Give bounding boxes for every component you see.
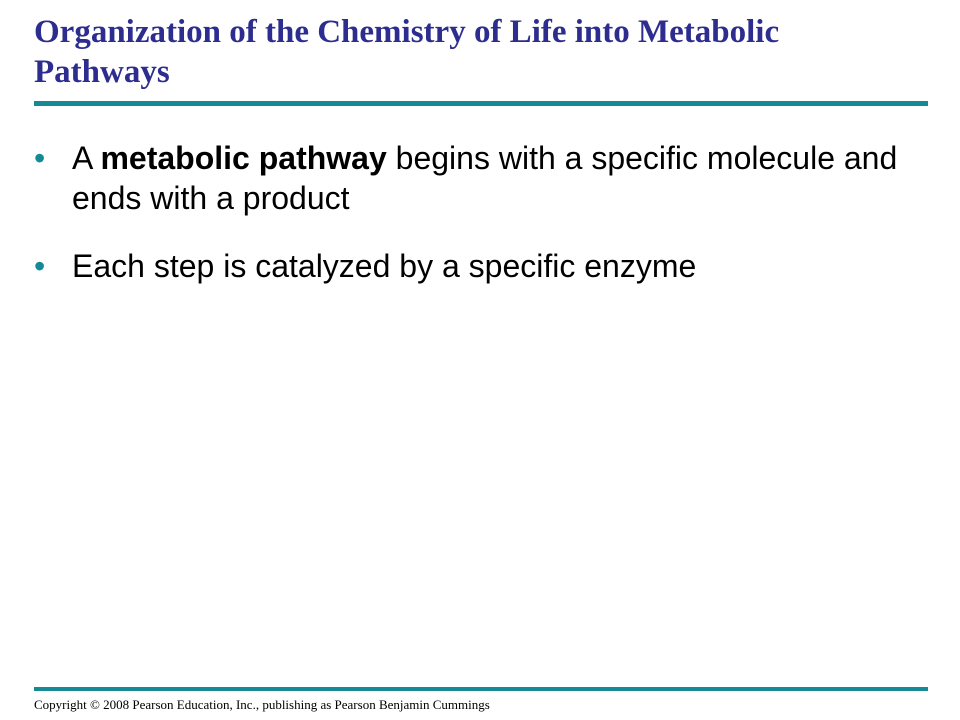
bullet-list (34, 138, 914, 314)
bullet-text: Each step is catalyzed by a specific enzyme (72, 248, 697, 284)
copyright-notice: Copyright © 2008 Pearson Education, Inc., publishing as Pearson Benjamin Cummings (34, 697, 490, 712)
bullet-text-lead: A (72, 140, 101, 176)
footer-divider (34, 687, 928, 691)
title-divider (34, 101, 928, 106)
bullet-dot-icon: • (34, 248, 46, 284)
bullet-item (34, 138, 914, 218)
bullet-key-term: metabolic pathway (100, 140, 387, 176)
bullet-dot-icon: • (34, 140, 46, 176)
slide-title: Organization of the Chemistry of Life into Metabolic Pathways (34, 14, 780, 90)
bullet-text-rest: begins with a specific molecule and ends with a product (72, 140, 898, 216)
bullet-item (34, 246, 914, 286)
